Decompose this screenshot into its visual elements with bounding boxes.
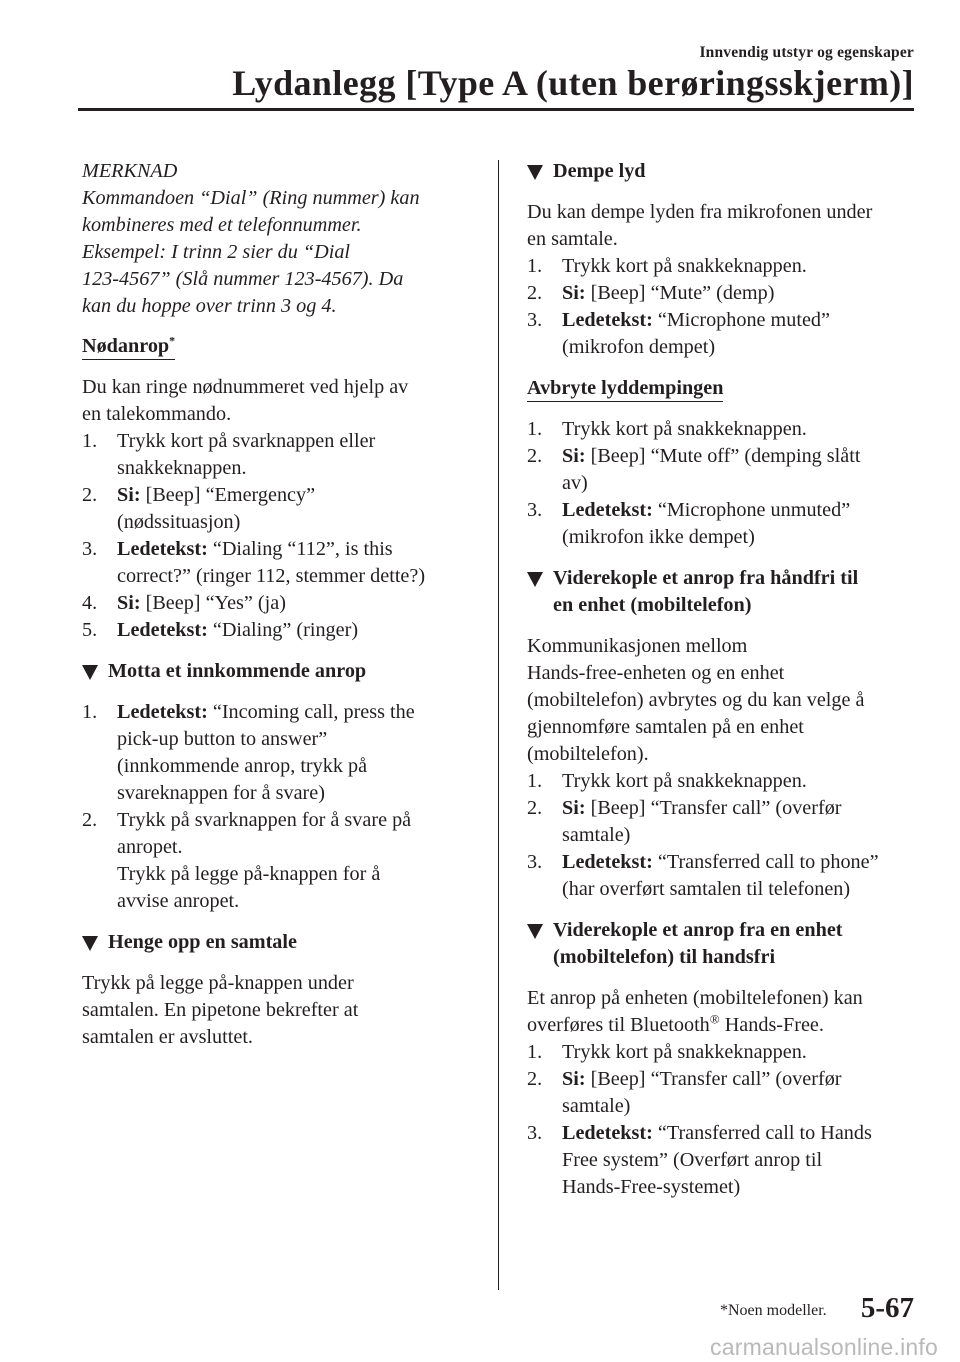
- step-text: Trykk på legge på-knappen for å: [117, 863, 381, 885]
- transfer-to-device-section: [527, 565, 922, 903]
- step-text: [Beep] “Yes” (ja): [145, 592, 286, 614]
- step-item: [82, 590, 472, 617]
- step-label: Si:: [562, 445, 586, 467]
- step-number: 3.: [527, 1122, 543, 1144]
- unmute-heading: Avbryte lyddempingen: [527, 375, 723, 402]
- step-number: 5.: [82, 619, 98, 641]
- note-line: kombineres med et telefonnummer.: [82, 214, 362, 236]
- step-text: [Beep] “Transfer call” (overfør: [590, 797, 842, 819]
- chapter-subtitle: Innvendig utstyr og egenskaper: [699, 44, 914, 61]
- body-line: Du kan dempe lyden fra mikrofonen under: [527, 201, 873, 223]
- unmute-section: [527, 375, 922, 551]
- body-line: Hands-free-enheten og en enhet: [527, 662, 785, 684]
- body-line: (mobiltelefon) avbrytes og du kan velge å: [527, 689, 865, 711]
- emergency-section: [82, 333, 472, 644]
- step-text: “Incoming call, press the: [212, 701, 415, 723]
- incoming-steps: [82, 699, 472, 915]
- body-line: samtalen. En pipetone bekrefter at: [82, 999, 359, 1021]
- step-number: 1.: [82, 701, 98, 723]
- step-item: [527, 1039, 922, 1066]
- step-text: “Microphone muted”: [657, 309, 830, 331]
- heading-text: (mobiltelefon) til handsfri: [553, 946, 776, 968]
- note-line: kan du hoppe over trinn 3 og 4.: [82, 295, 337, 317]
- step-text: (nødssituasjon): [117, 511, 241, 533]
- step-text: (har overført samtalen til telefonen): [562, 878, 851, 900]
- incoming-call-heading: [82, 658, 472, 685]
- step-number: 1.: [82, 430, 98, 452]
- step-text: anropet.: [117, 836, 183, 858]
- step-item: [527, 849, 922, 903]
- step-item: [527, 795, 922, 849]
- emergency-heading-text: Nødanrop: [82, 335, 170, 357]
- body-line: [527, 1012, 922, 1039]
- footnote: *Noen modeller.: [720, 1302, 827, 1319]
- step-text: (mikrofon ikke dempet): [562, 526, 755, 548]
- transfer-to-handsfree-section: [527, 917, 922, 1201]
- step-label: Ledetekst:: [562, 309, 653, 331]
- step-item: [527, 1120, 922, 1201]
- right-column: [527, 158, 922, 1215]
- body-line: samtalen er avsluttet.: [82, 1026, 253, 1048]
- page-title: Lydanlegg [Type A (uten berøringsskjerm)]: [232, 63, 914, 103]
- step-text: Free system” (Overført anrop til: [562, 1149, 823, 1171]
- left-column: [82, 158, 472, 1051]
- step-number: 1.: [527, 255, 543, 277]
- hangup-heading: [82, 929, 472, 956]
- body-line: (mobiltelefon).: [527, 743, 649, 765]
- step-text: “Dialing “112”, is this: [212, 538, 393, 560]
- step-text: snakkeknappen.: [117, 457, 247, 479]
- note-line: 123-4567” (Slå nummer 123-4567). Da: [82, 268, 404, 290]
- step-label: Ledetekst:: [117, 619, 208, 641]
- step-number: 3.: [82, 538, 98, 560]
- step-text: “Dialing” (ringer): [212, 619, 359, 641]
- emergency-heading: [82, 333, 175, 360]
- step-text: Trykk kort på svarknappen eller: [117, 430, 376, 452]
- step-number: 2.: [82, 809, 98, 831]
- step-item: [527, 280, 922, 307]
- heading-text: Viderekople et anrop fra en enhet: [553, 919, 843, 941]
- footnote-star: *: [169, 333, 176, 348]
- step-label: Si:: [562, 282, 586, 304]
- triangle-bullet-icon: [82, 665, 98, 680]
- step-number: 3.: [527, 851, 543, 873]
- step-label: Si:: [562, 797, 586, 819]
- emergency-steps: [82, 428, 472, 644]
- body-line: en talekommando.: [82, 403, 232, 425]
- step-number: 1.: [527, 418, 543, 440]
- step-number: 2.: [527, 797, 543, 819]
- mute-heading: [527, 158, 922, 185]
- step-number: 1.: [527, 770, 543, 792]
- heading-text: Henge opp en samtale: [108, 931, 297, 953]
- mute-steps: [527, 253, 922, 361]
- hangup-section: [82, 929, 472, 1051]
- step-text: “Transferred call to phone”: [657, 851, 879, 873]
- step-item: [82, 699, 472, 807]
- step-item: [82, 482, 472, 536]
- body-line: Du kan ringe nødnummeret ved hjelp av: [82, 376, 409, 398]
- step-text: (innkommende anrop, trykk på: [117, 755, 368, 777]
- step-item: [527, 416, 922, 443]
- triangle-bullet-icon: [527, 924, 543, 939]
- step-item: [82, 807, 472, 915]
- triangle-bullet-icon: [527, 165, 543, 180]
- step-text: samtale): [562, 824, 631, 846]
- step-number: 4.: [82, 592, 98, 614]
- step-label: Ledetekst:: [117, 538, 208, 560]
- triangle-bullet-icon: [527, 572, 543, 587]
- heading-text: en enhet (mobiltelefon): [553, 594, 752, 616]
- step-text: avvise anropet.: [117, 890, 240, 912]
- step-text: av): [562, 472, 588, 494]
- mute-section: [527, 158, 922, 361]
- body-line: Trykk på legge på-knappen under: [82, 972, 354, 994]
- step-text: Trykk kort på snakkeknappen.: [562, 1041, 807, 1063]
- step-label: Si:: [117, 484, 141, 506]
- step-text: Trykk på svarknappen for å svare på: [117, 809, 412, 831]
- body-line: Kommunikasjonen mellom: [527, 635, 748, 657]
- incoming-call-section: [82, 658, 472, 915]
- step-text: “Transferred call to Hands: [657, 1122, 872, 1144]
- unmute-steps: [527, 416, 922, 551]
- step-text: [Beep] “Emergency”: [145, 484, 316, 506]
- page-number: 5-67: [860, 1292, 914, 1324]
- step-item: [82, 428, 472, 482]
- step-item: [82, 617, 472, 644]
- step-text: [Beep] “Mute” (demp): [590, 282, 775, 304]
- body-line: en samtale.: [527, 228, 618, 250]
- step-label: Si:: [562, 1068, 586, 1090]
- step-item: [527, 497, 922, 551]
- step-number: 1.: [527, 1041, 543, 1063]
- step-text: Hands-Free-systemet): [562, 1176, 741, 1198]
- transfer-to-handsfree-heading: [527, 917, 922, 971]
- step-number: 3.: [527, 499, 543, 521]
- watermark: carmanualsonline.info: [710, 1334, 938, 1360]
- step-text: pick-up button to answer”: [117, 728, 328, 750]
- transfer-to-device-heading: [527, 565, 922, 619]
- heading-text: Dempe lyd: [553, 160, 646, 182]
- step-number: 2.: [527, 282, 543, 304]
- step-label: Si:: [117, 592, 141, 614]
- step-item: [527, 253, 922, 280]
- step-text: samtale): [562, 1095, 631, 1117]
- step-text: [Beep] “Transfer call” (overfør: [590, 1068, 842, 1090]
- step-text: svareknappen for å svare): [117, 782, 325, 804]
- note-label: MERKNAD: [82, 160, 178, 182]
- step-label: Ledetekst:: [117, 701, 208, 723]
- step-text: Trykk kort på snakkeknappen.: [562, 770, 807, 792]
- body-line: Et anrop på enheten (mobiltelefonen) kan: [527, 987, 863, 1009]
- note-block: [82, 158, 472, 320]
- header-rule: [78, 108, 914, 111]
- step-item: [82, 536, 472, 590]
- step-number: 2.: [527, 445, 543, 467]
- transfer-to-device-steps: [527, 768, 922, 903]
- step-number: 2.: [527, 1068, 543, 1090]
- step-label: Ledetekst:: [562, 499, 653, 521]
- step-item: [527, 768, 922, 795]
- step-item: [527, 443, 922, 497]
- column-divider: [498, 160, 499, 1290]
- triangle-bullet-icon: [82, 936, 98, 951]
- step-text: Trykk kort på snakkeknappen.: [562, 418, 807, 440]
- step-text: correct?” (ringer 112, stemmer dette?): [117, 565, 426, 587]
- note-line: Kommandoen “Dial” (Ring nummer) kan: [82, 187, 420, 209]
- step-item: [527, 1066, 922, 1120]
- transfer-to-handsfree-steps: [527, 1039, 922, 1201]
- heading-text: Motta et innkommende anrop: [108, 660, 367, 682]
- body-text: Hands-Free.: [719, 1014, 824, 1036]
- step-label: Ledetekst:: [562, 1122, 653, 1144]
- step-text: Trykk kort på snakkeknappen.: [562, 255, 807, 277]
- step-item: [527, 307, 922, 361]
- step-number: 2.: [82, 484, 98, 506]
- heading-text: Viderekople et anrop fra håndfri til: [553, 567, 859, 589]
- step-text: [Beep] “Mute off” (demping slått: [590, 445, 861, 467]
- step-label: Ledetekst:: [562, 851, 653, 873]
- step-number: 3.: [527, 309, 543, 331]
- registered-mark: ®: [709, 1011, 720, 1027]
- note-line: Eksempel: I trinn 2 sier du “Dial: [82, 241, 351, 263]
- step-text: “Microphone unmuted”: [657, 499, 851, 521]
- body-line: gjennomføre samtalen på en enhet: [527, 716, 804, 738]
- body-text: overføres til Bluetooth: [527, 1014, 710, 1036]
- step-text: (mikrofon dempet): [562, 336, 716, 358]
